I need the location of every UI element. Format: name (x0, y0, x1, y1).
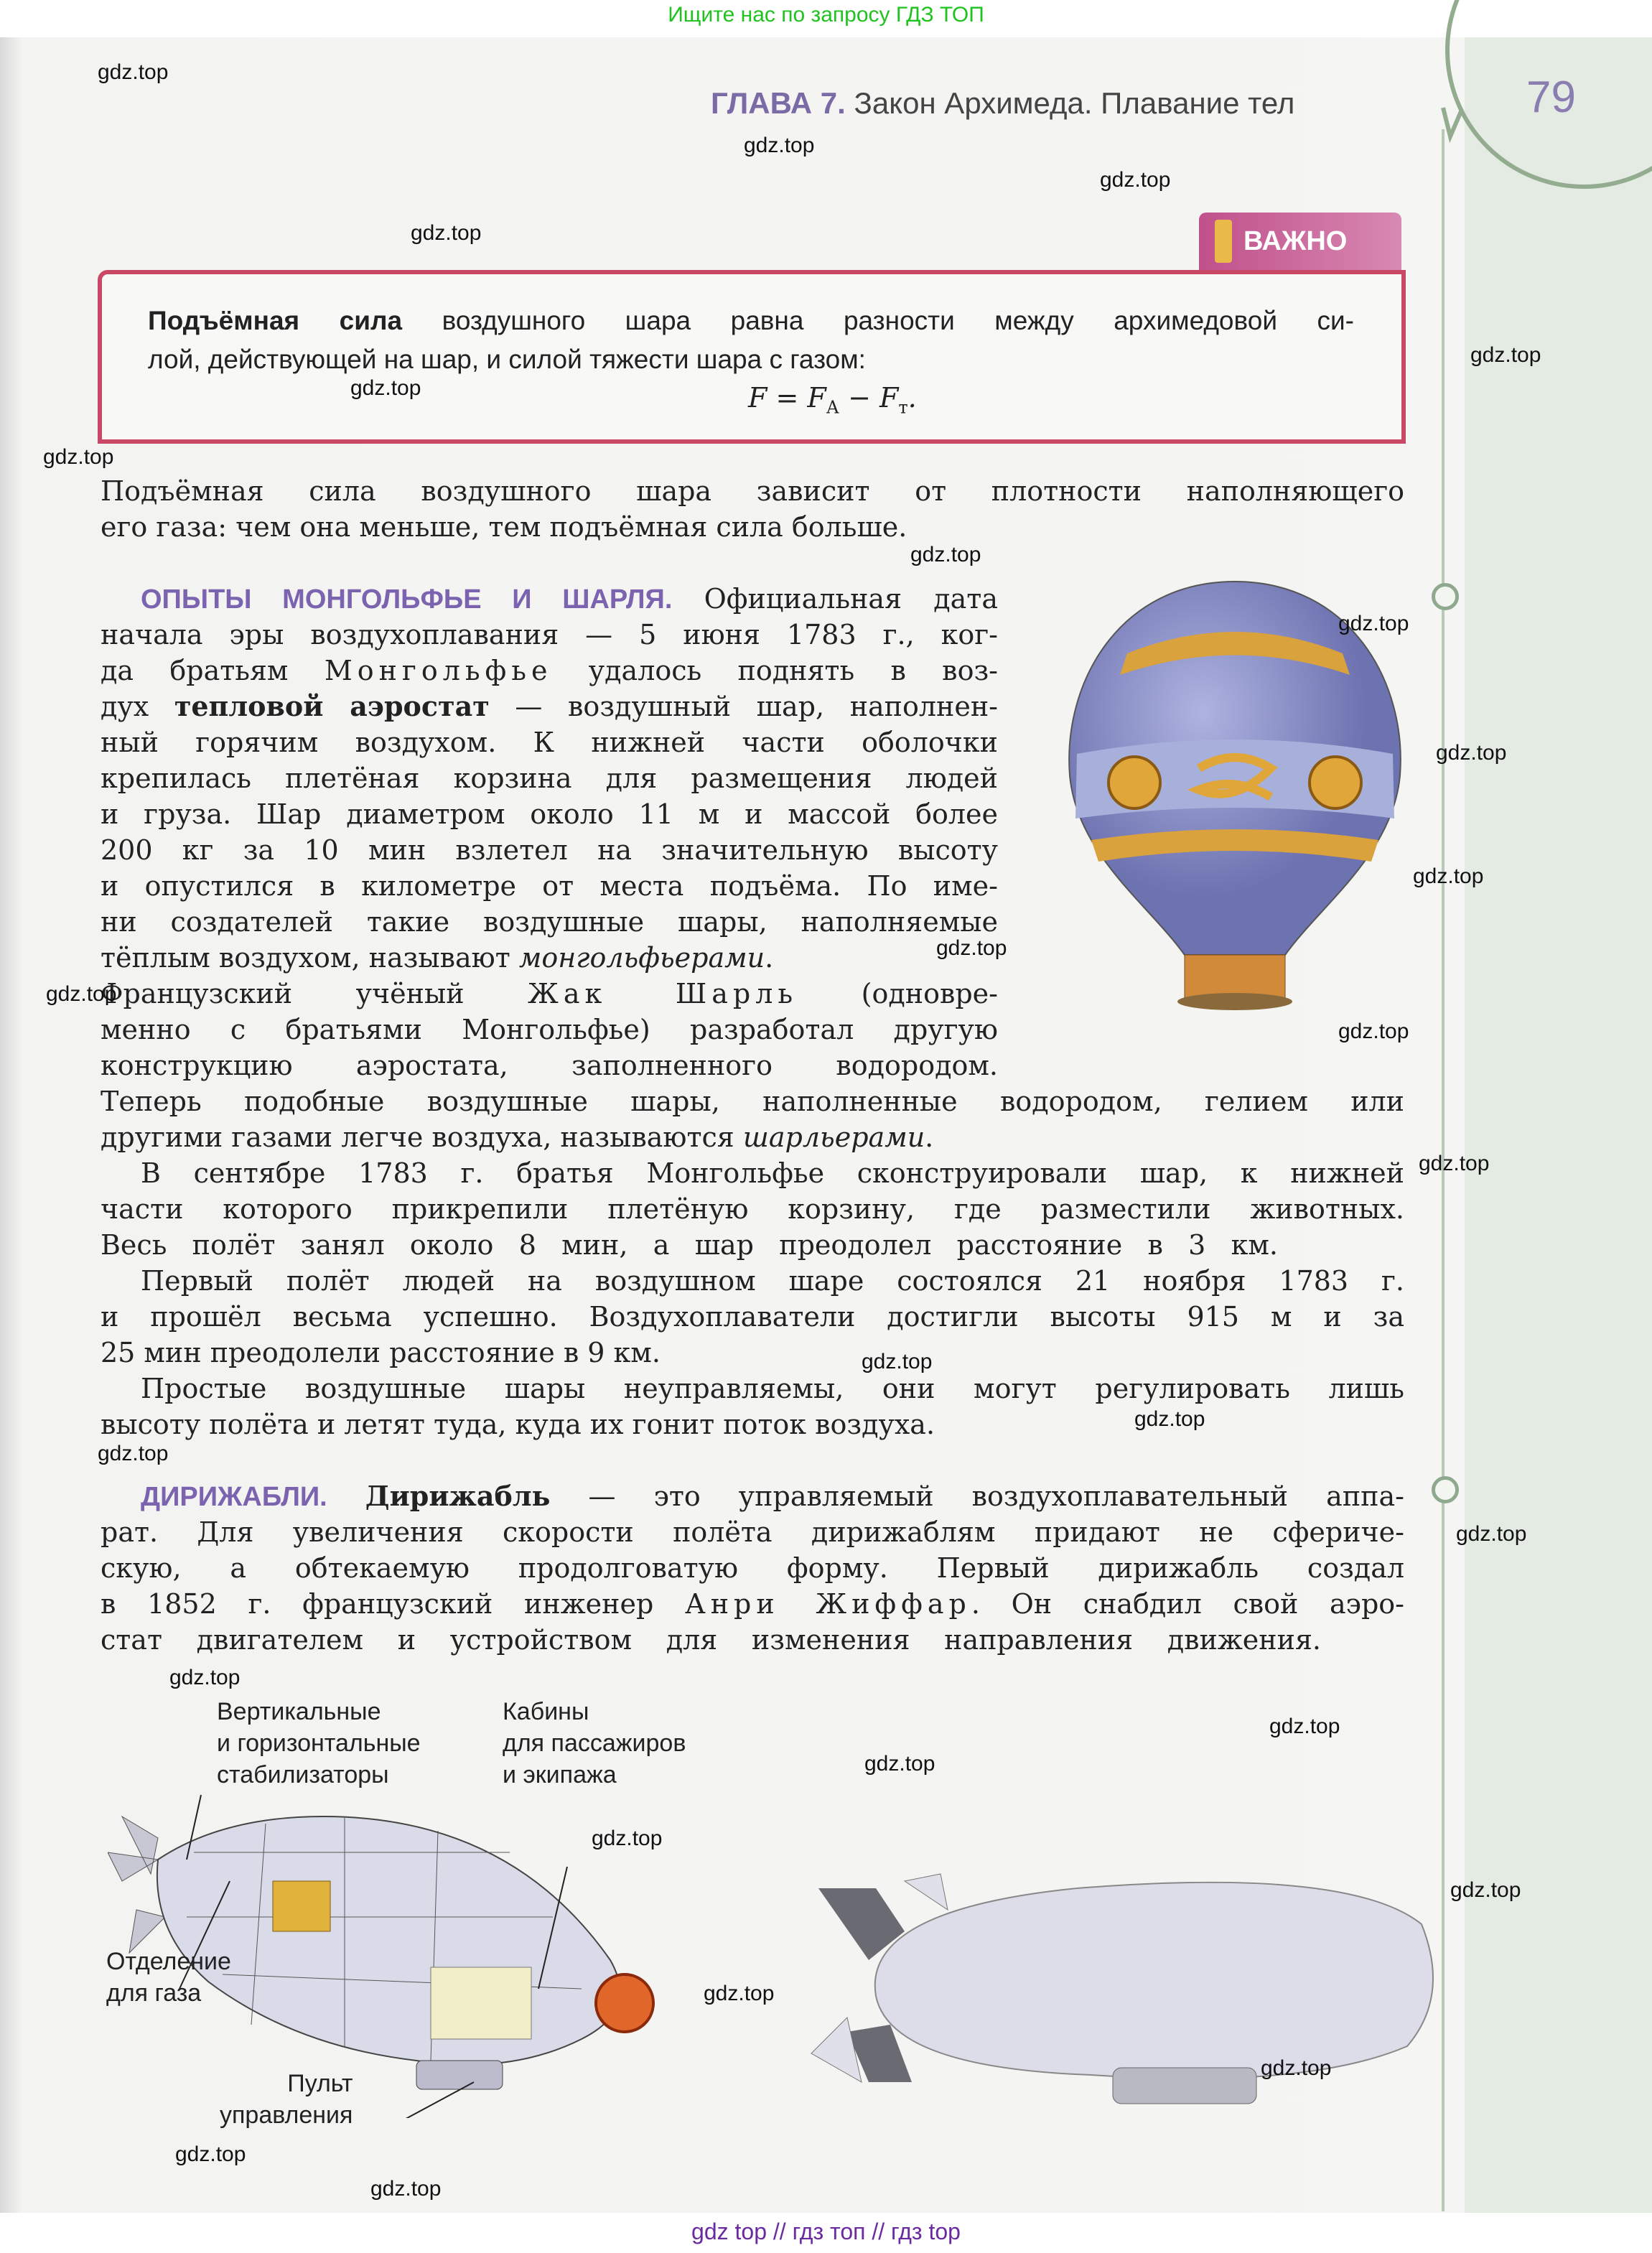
text-segment: тепловой аэростат (174, 690, 490, 722)
watermark-text: gdz.top (98, 1442, 169, 1465)
text-line (101, 1083, 1404, 1119)
text-segment: ный горячим воздухом. К нижней части оболочки (101, 727, 998, 758)
exclamation-icon (1215, 220, 1232, 263)
important-line-2: лой, действующей на шар, и силой тяжести шара с газом: (148, 345, 866, 374)
important-line-1 (148, 302, 1354, 340)
formula-ft-sub: т (898, 397, 908, 418)
caption-control-panel: Пульт управления (220, 2070, 353, 2129)
text-segment: другими газами легче воздуха, называются (101, 1121, 743, 1153)
watermark-text: gdz.top (1419, 1152, 1490, 1175)
text-segment: Жак Шарль (528, 978, 798, 1009)
watermark-text: gdz.top (1413, 864, 1484, 888)
watermark-text: gdz.top (350, 376, 421, 400)
formula-fa-sub: А (826, 397, 839, 418)
margin-node-icon (1432, 1476, 1459, 1503)
text-line (101, 1048, 998, 1083)
margin-node-icon (1432, 583, 1459, 610)
text-line (141, 1155, 1404, 1191)
watermark-text: gdz.top (46, 982, 117, 1006)
text-segment: . (925, 1121, 934, 1153)
text-segment: его газа: чем она меньше, тем подъёмная сила больше. (101, 511, 907, 543)
watermark-text: gdz.top (936, 936, 1007, 960)
page-number: 79 (1526, 73, 1576, 122)
text-segment: в 1852 г. французский инженер (101, 1588, 685, 1620)
text-segment: Дирижабль (365, 1480, 551, 1512)
watermark-text: gdz.top (910, 543, 981, 566)
text-segment: высоту полёта и летят туда, куда их гонит поток воздуха. (101, 1409, 935, 1440)
formula (748, 382, 917, 418)
formula-end: . (907, 382, 917, 414)
text-line (101, 617, 998, 653)
watermark-text: gdz.top (864, 1752, 935, 1776)
text-segment: и прошёл весьма успешно. Воздухоплаватели достигли высоты 915 м и за (101, 1301, 1404, 1333)
text-line (141, 1371, 1404, 1407)
text-segment: части которого прикрепили плетёную корзину, где разместили животных. (101, 1193, 1404, 1225)
text-segment: . (765, 942, 774, 974)
chapter-header (711, 86, 1294, 121)
text-line (101, 1119, 1106, 1155)
text-segment: Подъёмная сила воздушного шара зависит от плотности наполняющего (101, 475, 1404, 507)
top-banner: Ищите нас по запросу ГДЗ ТОП (668, 3, 984, 27)
caption-gas-compartment: Отделение для газа (106, 1948, 231, 2007)
text-line (101, 473, 1404, 509)
watermark-text: gdz.top (1338, 612, 1409, 635)
formula-f: F (748, 382, 767, 414)
text-segment: Монгольфье (324, 655, 553, 686)
footer-links[interactable]: gdz top // гдз топ // гдз top (691, 2219, 961, 2244)
caption-cabins: Кабины для пассажиров и экипажа (503, 1698, 686, 1788)
important-label: ВАЖНО (1243, 225, 1348, 256)
text-line (101, 904, 998, 940)
text-segment: Простые воздушные шары неуправляемы, они могут регулировать лишь (141, 1373, 1404, 1404)
text-line (101, 832, 998, 868)
text-segment: — воздушный шар, наполнен- (489, 691, 998, 722)
text-segment: начала эры воздухоплавания — 5 июня 1783 г., ког- (101, 619, 998, 650)
text-line (101, 1550, 1404, 1586)
watermark-text: gdz.top (704, 1982, 775, 2005)
text-line (101, 940, 854, 976)
text-line (101, 1514, 1404, 1550)
text-segment: Весь полёт занял около 8 мин, а шар преодолел расстояние в 3 км. (101, 1229, 1278, 1261)
text-segment: Теперь подобные воздушные шары, наполненные водородом, гелием или (101, 1086, 1404, 1117)
text-line (141, 1478, 1404, 1514)
term-lift-force: Подъёмная сила (148, 306, 403, 335)
text-segment: менно с братьями Монгольфье) разработал другую (101, 1014, 998, 1045)
text-segment: В сентябре 1783 г. братья Монгольфье сконструировали шар, к нижней (141, 1157, 1404, 1189)
text-segment: Официальная дата (672, 583, 998, 615)
watermark-text: gdz.top (1436, 741, 1507, 765)
text-segment: стат двигателем и устройством для изменения направления движения. (101, 1624, 1321, 1656)
formula-ft: F (879, 382, 899, 414)
watermark-text: gdz.top (1450, 1878, 1521, 1902)
watermark-text: gdz.top (370, 2177, 442, 2201)
watermark-text: gdz.top (1269, 1715, 1340, 1738)
watermark-text: gdz.top (744, 134, 815, 157)
text-segment: — это управляемый воздухоплавательный аппа- (550, 1480, 1404, 1512)
text-segment: и опустился в километре от места подъёма. По име- (101, 870, 998, 902)
watermark-text: gdz.top (1134, 1407, 1205, 1431)
text-segment: рат. Для увеличения скорости полёта дирижаблям придают не сфериче- (101, 1516, 1404, 1548)
text-line (101, 1622, 1321, 1658)
text-line (101, 724, 998, 760)
montgolfier-balloon-illustration (1048, 567, 1422, 1027)
watermark-text: gdz.top (1470, 343, 1541, 367)
section-heading: ОПЫТЫ МОНГОЛЬФЬЕ И ШАРЛЯ. (141, 584, 673, 615)
text-segment: удалось поднять в воз- (552, 655, 999, 686)
watermark-text: gdz.top (175, 2142, 246, 2166)
watermark-text: gdz.top (1261, 2056, 1332, 2080)
text-line (101, 1407, 1177, 1442)
text-line (101, 1227, 1278, 1263)
text-line (101, 653, 998, 689)
text-line (101, 1191, 1404, 1227)
text-segment: . Он снабдил свой аэро- (971, 1588, 1404, 1620)
text-segment: и груза. Шар диаметром около 11 м и массой более (101, 798, 998, 830)
text-line (101, 976, 998, 1012)
text-segment: (одновре- (798, 978, 998, 1009)
caption-stabilizers: Вертикальные и горизонтальные стабилизаторы (217, 1698, 421, 1788)
text-line (141, 581, 998, 617)
watermark-text: gdz.top (1338, 1020, 1409, 1043)
watermark-text: gdz.top (411, 221, 482, 245)
text-segment: дух (101, 691, 174, 722)
text-line (101, 1335, 783, 1371)
text-line (101, 1586, 1404, 1622)
text-segment (327, 1480, 365, 1512)
text-segment: монгольфьерами (518, 942, 765, 974)
watermark-text: gdz.top (43, 445, 114, 469)
important-text: воздушного шара равна разности между архимедовой си- (442, 306, 1354, 335)
chapter-label: ГЛАВА 7. (711, 86, 846, 120)
watermark-text: gdz.top (169, 1666, 241, 1689)
text-line (101, 1299, 1404, 1335)
airship-exterior-illustration (804, 1852, 1450, 2111)
text-segment: 25 мин преодолели расстояние в 9 км. (101, 1337, 661, 1368)
text-segment: скую, а обтекаемую продолговатую форму. Первый дирижабль создал (101, 1552, 1404, 1584)
text-segment: Анри Жиффар (684, 1588, 971, 1620)
section-heading: ДИРИЖАБЛИ. (141, 1482, 327, 1512)
text-line (141, 1263, 1404, 1299)
text-segment: шарльерами (742, 1121, 925, 1153)
watermark-text: gdz.top (1456, 1522, 1527, 1546)
important-tab (1199, 213, 1401, 270)
text-segment: ни создателей такие воздушные шары, наполняемые (101, 906, 998, 938)
watermark-text: gdz.top (862, 1350, 933, 1373)
text-segment: 200 кг за 10 мин взлетел на значительную высоту (101, 834, 998, 866)
watermark-text: gdz.top (98, 60, 169, 84)
text-line (101, 868, 998, 904)
text-line (101, 689, 998, 724)
text-line (101, 760, 998, 796)
text-segment: тёплым воздухом, называют (101, 942, 519, 974)
text-segment: Французский учёный (101, 978, 528, 1009)
text-segment: крепилась плетёная корзина для размещения людей (101, 762, 998, 794)
text-segment: Первый полёт людей на воздушном шаре состоялся 21 ноября 1783 г. (141, 1265, 1404, 1297)
formula-fa: F (807, 382, 826, 414)
watermark-text: gdz.top (592, 1827, 663, 1850)
text-segment: конструкцию аэростата, заполненного водородом. (101, 1050, 998, 1081)
chapter-title: Закон Архимеда. Плавание тел (854, 86, 1295, 120)
watermark-text: gdz.top (1100, 168, 1171, 192)
formula-minus: − (848, 382, 871, 414)
text-line (101, 509, 926, 545)
text-segment: да братьям (101, 655, 325, 686)
text-line (101, 796, 998, 832)
formula-eq: = (775, 382, 799, 414)
important-box (98, 270, 1406, 444)
text-line (101, 1012, 998, 1048)
